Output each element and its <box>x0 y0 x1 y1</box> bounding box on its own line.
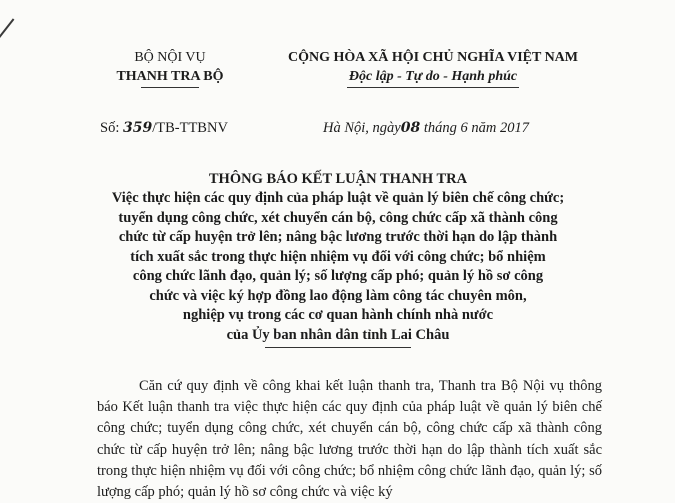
agency-underline <box>141 87 199 88</box>
subject-line: chức từ cấp huyện trở lên; nâng bậc lương trước thời hạn do lập thành <box>118 229 558 245</box>
document-number <box>100 120 228 137</box>
place-prefix: Hà Nội, ngày <box>323 120 401 136</box>
motto-underline <box>347 87 519 88</box>
agency-name: THANH TRA BỘ <box>116 69 224 84</box>
subject-line: tuyển dụng công chức, xét chuyển cán bộ, công chức cấp xã thành công <box>118 209 558 226</box>
notice-heading: THÔNG BÁO KẾT LUẬN THANH TRA <box>208 171 468 187</box>
pen-stroke-mark <box>0 18 14 41</box>
issuing-agency-block <box>95 48 245 88</box>
national-header-block <box>268 48 598 88</box>
place-and-date <box>323 120 529 137</box>
subject-line: của Ủy ban nhân dân tỉnh Lai Châu <box>226 326 450 343</box>
subject-line: nghiệp vụ trong các cơ quan hành chính nhà nước <box>182 307 494 323</box>
subject-line: Việc thực hiện các quy định của pháp luật về quản lý biên chế công chức; <box>111 190 565 206</box>
number-prefix: Số: <box>100 120 120 136</box>
republic-name: CỘNG HÒA XÃ HỘI CHỦ NGHĨA VIỆT NAM <box>287 50 578 65</box>
subject-line: tích xuất sắc trong thực hiện nhiệm vụ đối với công chức; bổ nhiệm <box>130 248 546 265</box>
handwritten-day: 08 <box>400 120 421 136</box>
number-suffix: /TB-TTBNV <box>152 120 228 136</box>
handwritten-number: 359 <box>122 120 153 136</box>
national-motto: Độc lập - Tự do - Hạnh phúc <box>348 69 518 84</box>
place-suffix: tháng 6 năm 2017 <box>423 120 529 136</box>
body-paragraph: Căn cứ quy định về công khai kết luận thanh tra, Thanh tra Bộ Nội vụ thông báo Kết luận thanh tra việc thực hiện các quy định của pháp luật về quản lý biên chế công chức; tuyển dụng công chức, xét chuyển cán bộ, công chức cấp xã thành công chức từ cấp huyện trở lên; nâng bậc lương trước thời hạn do lập thành tích xuất sắc trong thực hiện nhiệm vụ đối với công chức; bổ nhiệm công chức lãnh đạo, quản lý; số lượng cấp phó; quản lý hồ sơ công chức và việc ký <box>97 378 602 501</box>
ministry-name: BỘ NỘI VỤ <box>134 50 206 65</box>
title-underline <box>265 347 411 348</box>
subject-line: chức và việc ký hợp đồng lao động làm công tác chuyên môn, <box>149 287 527 304</box>
notice-title-block <box>78 169 598 348</box>
subject-line: công chức lãnh đạo, quản lý; số lượng cấp phó; quản lý hồ sơ công <box>132 268 544 284</box>
